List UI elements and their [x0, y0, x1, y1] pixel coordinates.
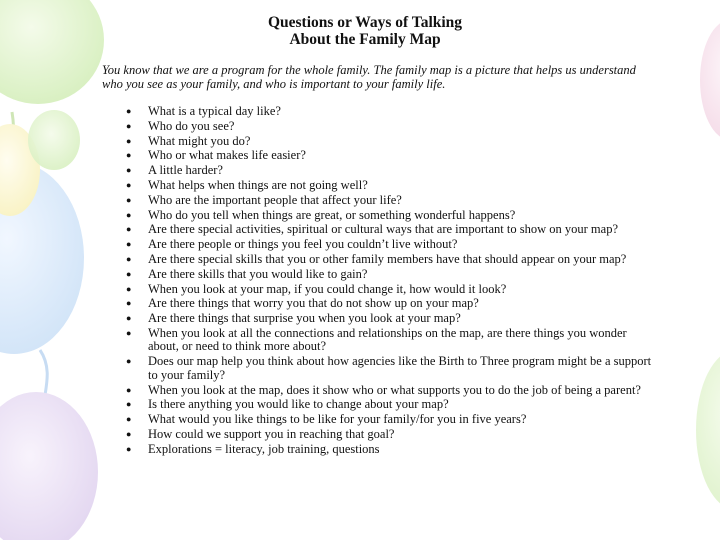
bullet-icon: ●	[126, 165, 132, 176]
question-text: Does our map help you think about how agencies like the Birth to Three program might be a support to your family?	[148, 354, 652, 382]
bullet-icon: ●	[126, 356, 132, 367]
question-item	[102, 283, 654, 297]
bullet-icon: ●	[126, 179, 132, 190]
bullet-icon: ●	[126, 443, 132, 454]
question-item	[102, 223, 654, 237]
question-text: When you look at all the connections and relationships on the map, are there things you wonder about, or need to think more about?	[148, 325, 627, 354]
question-text: What would you like things to be like for your family/for you in five years?	[148, 412, 527, 427]
question-item	[102, 194, 654, 208]
bullet-icon: ●	[126, 253, 132, 264]
bullet-icon: ●	[126, 428, 132, 439]
question-item	[102, 312, 654, 326]
question-text: Are there skills that you would like to gain?	[148, 266, 368, 281]
question-item	[102, 428, 654, 442]
question-text: Are there things that worry you that do not show up on your map?	[148, 296, 479, 311]
question-list	[102, 105, 662, 456]
bullet-icon: ●	[126, 239, 132, 250]
bullet-icon: ●	[126, 135, 132, 146]
bullet-icon: ●	[126, 106, 132, 116]
question-item	[102, 179, 654, 193]
question-text: Are there special skills that you or other family members have that should appear on your map?	[148, 251, 627, 266]
document-title	[68, 14, 662, 48]
bullet-icon: ●	[126, 150, 132, 161]
question-item	[102, 120, 654, 134]
question-item	[102, 253, 654, 267]
question-text: Who do you see?	[148, 118, 235, 133]
question-item	[102, 384, 654, 398]
bullet-icon: ●	[126, 283, 132, 294]
question-item	[102, 105, 654, 119]
question-item	[102, 164, 654, 178]
question-text: Who do you tell when things are great, or something wonderful happens?	[148, 207, 516, 222]
bullet-icon: ●	[126, 209, 132, 220]
bullet-icon: ●	[126, 414, 132, 425]
question-text: What is a typical day like?	[148, 104, 281, 118]
question-item	[102, 238, 654, 252]
question-item	[102, 209, 654, 223]
document-page	[102, 14, 662, 458]
question-text: Are there things that surprise you when you look at your map?	[148, 311, 461, 326]
question-item	[102, 398, 654, 412]
bullet-icon: ●	[126, 298, 132, 309]
title-line-2: About the Family Map	[289, 31, 441, 48]
question-item	[102, 443, 654, 457]
bullet-icon: ●	[126, 120, 132, 131]
intro-paragraph: You know that we are a program for the whole family. The family map is a picture that helps us understand who you see as your family, and who is important to your family life.	[102, 63, 636, 91]
question-item	[102, 413, 654, 427]
question-text: Are there people or things you feel you couldn’t live without?	[148, 237, 458, 252]
question-text: When you look at the map, does it show who or what supports you to do the job of being a parent?	[148, 382, 641, 397]
question-text: Who are the important people that affect your life?	[148, 192, 402, 207]
bullet-icon: ●	[126, 384, 132, 395]
balloon-green-right	[696, 350, 720, 510]
question-text: Are there special activities, spiritual or cultural ways that are important to show on your map?	[148, 222, 618, 237]
question-item	[102, 327, 654, 354]
question-text: Who or what makes life easier?	[148, 148, 306, 163]
question-text: Explorations = literacy, job training, questions	[148, 441, 380, 456]
question-text: What might you do?	[148, 133, 251, 148]
question-item	[102, 135, 654, 149]
balloon-green-left	[28, 110, 80, 170]
bullet-icon: ●	[126, 327, 132, 338]
question-text: When you look at your map, if you could change it, how would it look?	[148, 281, 507, 296]
question-item	[102, 355, 654, 382]
bullet-icon: ●	[126, 224, 132, 235]
question-text: A little harder?	[148, 163, 223, 178]
question-text: How could we support you in reaching that goal?	[148, 426, 395, 441]
question-item	[102, 149, 654, 163]
bullet-icon: ●	[126, 399, 132, 410]
question-item	[102, 297, 654, 311]
question-text: What helps when things are not going well?	[148, 177, 368, 192]
bullet-icon: ●	[126, 268, 132, 279]
title-line-1: Questions or Ways of Talking	[267, 14, 463, 31]
balloon-purple-left	[0, 392, 98, 540]
bullet-icon: ●	[126, 313, 132, 324]
balloon-pink-right	[700, 20, 720, 140]
question-item	[102, 268, 654, 282]
question-text: Is there anything you would like to change about your map?	[148, 397, 449, 412]
bullet-icon: ●	[126, 194, 132, 205]
